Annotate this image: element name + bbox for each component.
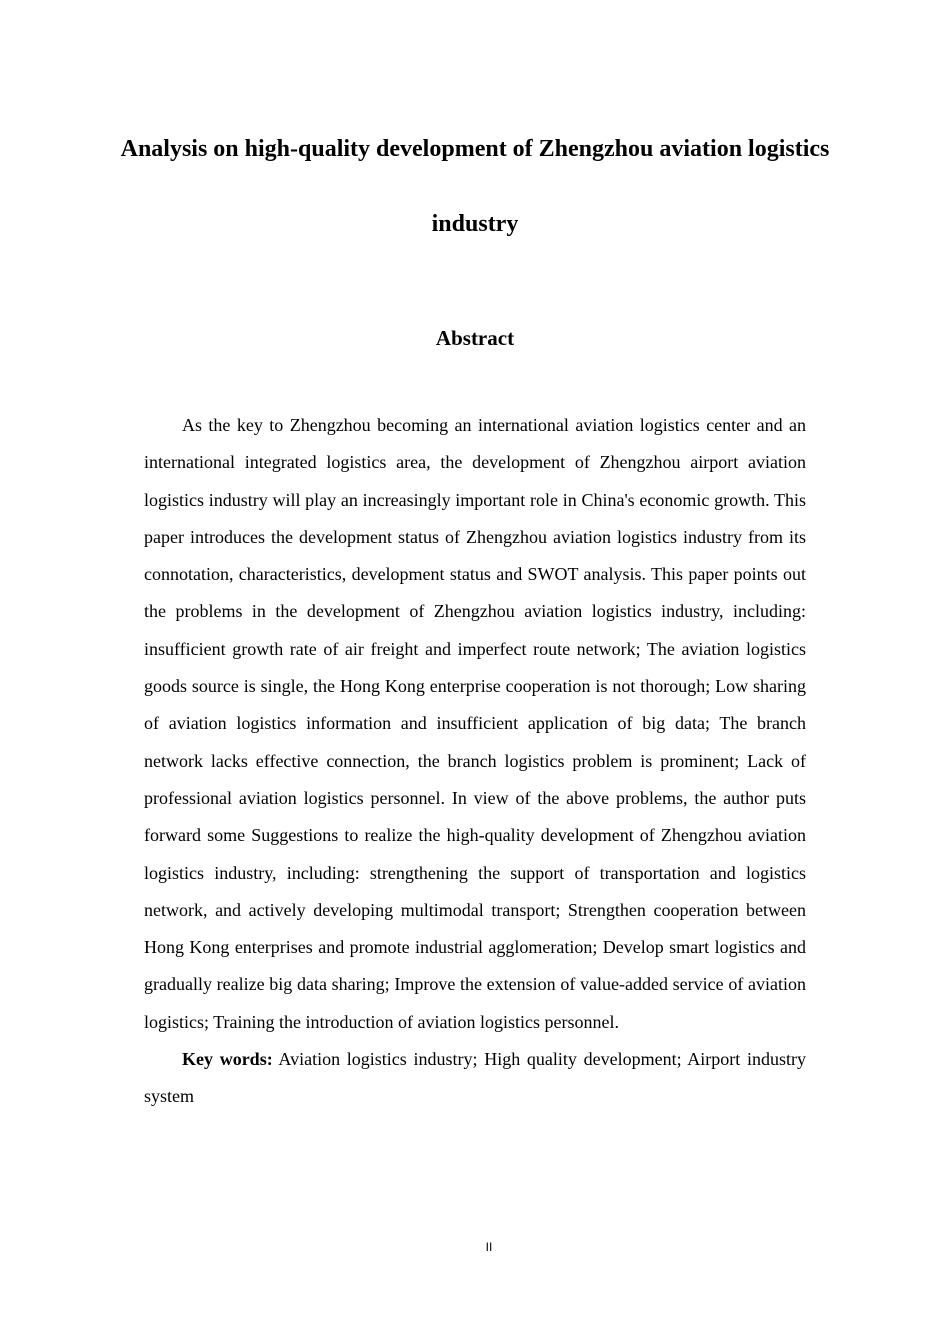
keywords-label: Key words: <box>182 1049 273 1070</box>
abstract-body <box>144 407 806 1116</box>
keywords-text: Aviation logistics industry; High quality development; Airport industry system <box>144 1049 806 1107</box>
abstract-heading: Abstract <box>435 326 515 350</box>
page-number: II <box>485 1240 493 1254</box>
paper-title: Analysis on high-quality development of Zhengzhou aviation logistics industry <box>120 136 830 237</box>
abstract-paragraph: As the key to Zhengzhou becoming an international aviation logistics center and an international integrated logistics area, the development of Zhengzhou airport aviation logistics industry will play an increasingly important role in China's economic growth. This paper introduces the development status of Zhengzhou aviation logistics industry from its connotation, characteristics, development status and SWOT analysis. This paper points out the problems in the development of Zhengzhou aviation logistics industry, including: insufficient growth rate of air freight and imperfect route network; The aviation logistics goods source is single, the Hong Kong enterprise cooperation is not thorough; Low sharing of aviation logistics information and insufficient application of big data; The branch network lacks effective connection, the branch logistics problem is prominent; Lack of professional aviation logistics personnel. In view of the above problems, the author puts forward some Suggestions to realize the high-quality development of Zhengzhou aviation logistics industry, including: strengthening the support of transportation and logistics network, and actively developing multimodal transport; Strengthen cooperation between Hong Kong enterprises and promote industrial agglomeration; Develop smart logistics and gradually realize big data sharing; Improve the extension of value-added service of aviation logistics; Training the introduction of aviation logistics personnel. <box>144 415 806 1032</box>
keywords-paragraph <box>144 1041 806 1116</box>
